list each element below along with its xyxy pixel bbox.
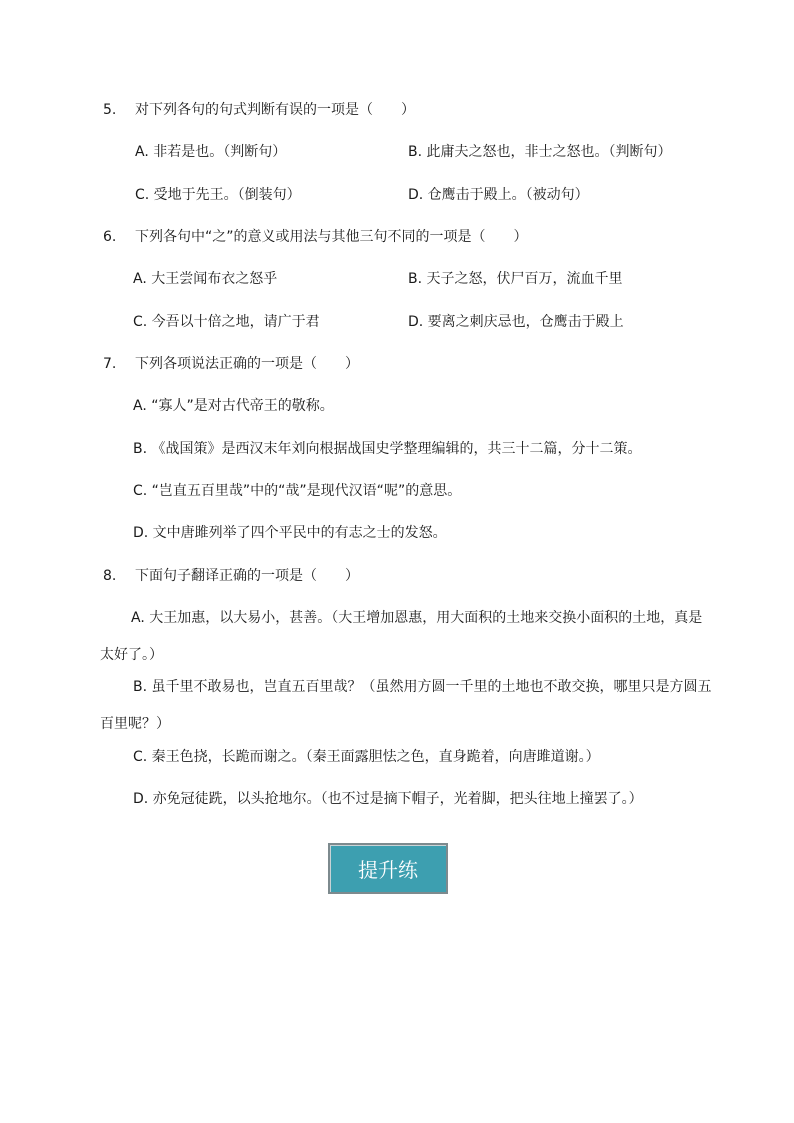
question-7-stem: 下列各项说法正确的一项是（ ）: [135, 356, 359, 372]
question-7-option-c: C. “岂直五百里哉”中的“哉”是现代汉语“呢”的意思。: [133, 483, 462, 499]
question-6-option-d: D. 要离之刺庆忌也，仓鹰击于殿上: [408, 314, 624, 330]
question-8-option-a: A. 大王加惠，以大易小，甚善。（大王增加恩惠，用大面积的土地来交换小面积的土地，真是: [131, 610, 703, 626]
question-6-option-c: C. 今吾以十倍之地，请广于君: [133, 314, 320, 330]
section-badge-improvement-practice: 提升练: [328, 843, 448, 894]
question-8-stem: 下面句子翻译正确的一项是（ ）: [135, 568, 359, 584]
question-8-option-c: C. 秦王色挠，长跪而谢之。（秦王面露胆怯之色，直身跪着，向唐雎道谢。）: [133, 749, 600, 765]
question-8-option-b: B. 虽千里不敢易也，岂直五百里哉？（虽然用方圆一千里的土地也不敢交换，哪里只是方圆五: [133, 679, 712, 695]
question-6-stem: 下列各句中“之”的意义或用法与其他三句不同的一项是（ ）: [135, 229, 528, 245]
question-7-option-d: D. 文中唐雎列举了四个平民中的有志之士的发怒。: [133, 525, 447, 541]
question-5-stem: 对下列各句的句式判断有误的一项是（ ）: [135, 102, 415, 118]
question-5-option-b: B. 此庸夫之怒也，非士之怒也。（判断句）: [408, 144, 672, 160]
question-5-option-c: C. 受地于先王。（倒装句）: [135, 187, 301, 203]
question-8-option-a-continued: 太好了。）: [100, 647, 163, 663]
question-7-number: 7.: [103, 356, 117, 372]
question-6-option-b: B. 天子之怒，伏尸百万，流血千里: [408, 271, 623, 287]
question-5-option-a: A. 非若是也。（判断句）: [135, 144, 287, 160]
question-8-number: 8.: [103, 568, 117, 584]
question-6-number: 6.: [103, 229, 117, 245]
question-7-option-b: B. 《战国策》是西汉末年刘向根据战国史学整理编辑的，共三十二篇，分十二策。: [133, 441, 642, 457]
question-6-option-a: A. 大王尝闻布衣之怒乎: [133, 271, 278, 287]
question-8-option-b-continued: 百里呢？）: [100, 716, 170, 732]
question-5-option-d: D. 仓鹰击于殿上。（被动句）: [408, 187, 589, 203]
question-8-option-d: D. 亦免冠徒跣，以头抢地尔。（也不过是摘下帽子，光着脚，把头往地上撞罢了。）: [133, 791, 643, 807]
question-7-option-a: A. “寡人”是对古代帝王的敬称。: [133, 398, 334, 414]
question-5-number: 5.: [103, 102, 117, 118]
